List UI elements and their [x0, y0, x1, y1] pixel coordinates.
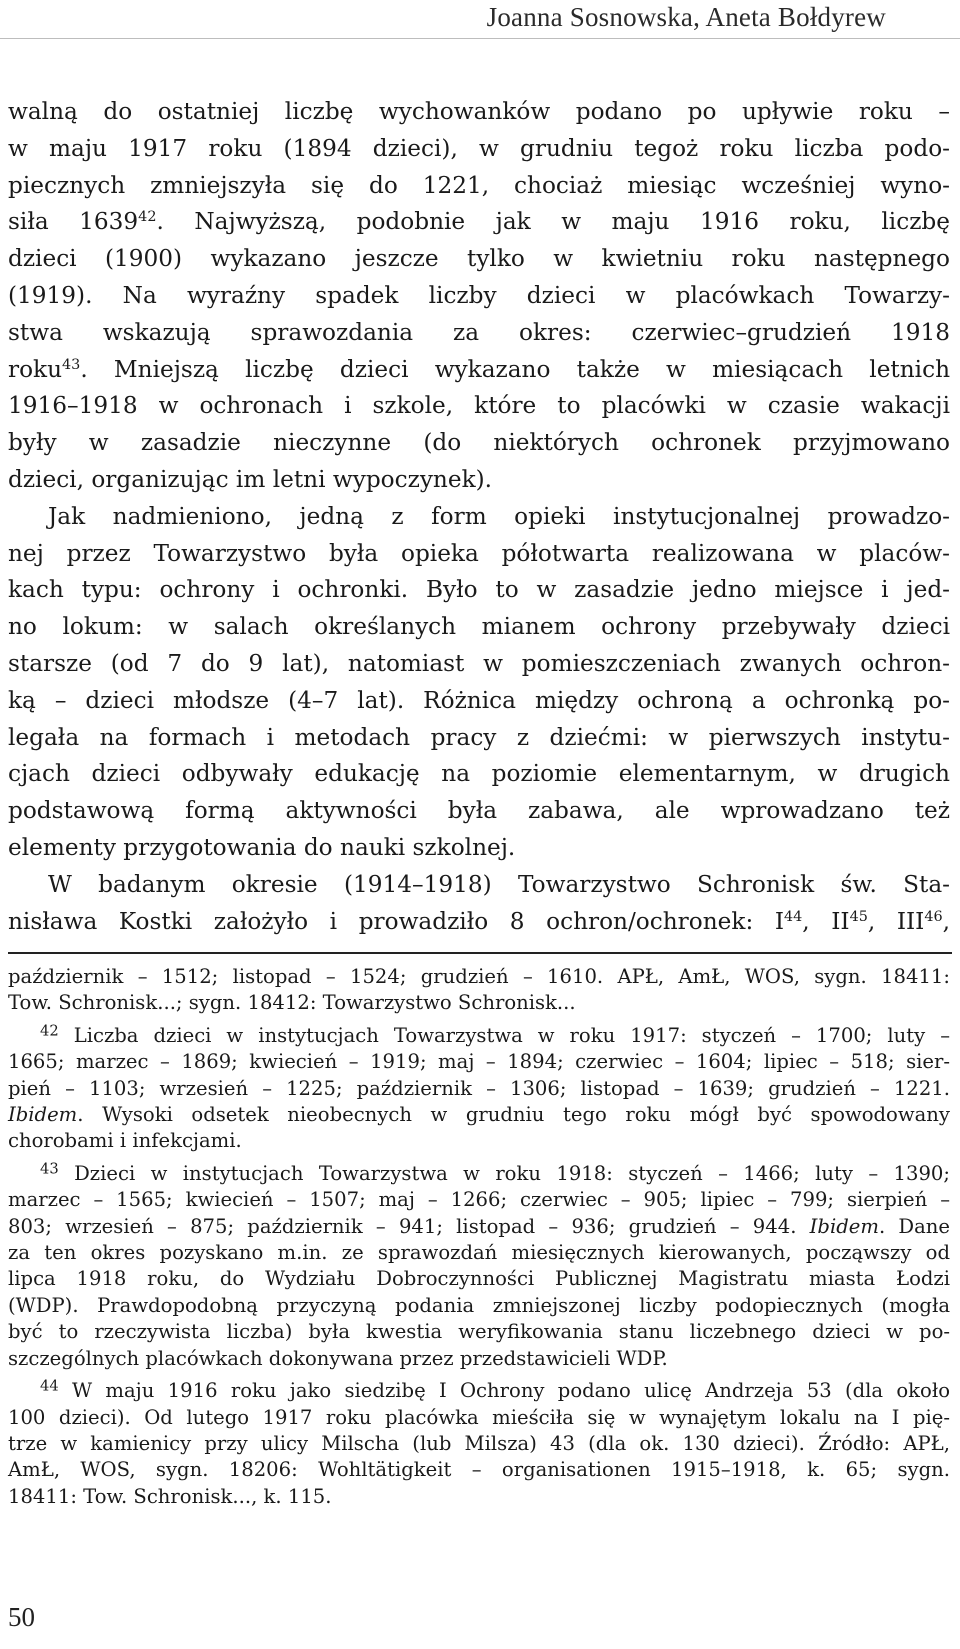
footnote-line: (WDP). Prawdopodobną przyczyną podania zmniejszonej liczby podopiecznych (mogła: [8, 1293, 950, 1317]
footnote-line: Ibidem. Wysoki odsetek nieobecnych w grudniu tego roku mógł być spowodowany: [8, 1103, 950, 1127]
text-line: (1919). Na wyraźny spadek liczby dzieci w placówkach Towarzy-: [8, 281, 950, 309]
text-line: nisława Kostki założyło i prowadziło 8 ochron/ochronek: $I^{44}$, II$^{45}$, III$^{46}$,: [8, 907, 950, 935]
text-line: W badanym okresie (1914–1918) Towarzystwo Schronisk św. Sta-: [48, 870, 950, 898]
footnote-line: marzec – 1565; kwiecień – 1507; maj – 1266; czerwiec – 905; lipiec – 799; sierpień –: [8, 1188, 950, 1212]
text-line: no lokum: w salach określanych mianem ochrony przebywały dzieci: [8, 613, 950, 641]
footnote-42: [8, 1023, 950, 1155]
text-line: nej przez Towarzystwo była opieka półotwarta realizowana w placów-: [8, 539, 950, 567]
footnote-line: październik – 1512; listopad – 1524; grudzień – 1610. APŁ, AmŁ, WOS, sygn. 18411:: [8, 965, 950, 988]
footnote-line: $^{44}$ W maju 1916 roku jako siedzibę I Ochrony podano ulicę Andrzeja 53 (dla około: [40, 1377, 950, 1403]
text-line: stwa wskazują sprawozdania za okres: czerwiec–grudzień 1918: [8, 318, 950, 346]
italic-ibidem: Ibidem: [809, 1214, 879, 1238]
running-header: Joanna Sosnowska, Aneta Bołdyrew: [486, 2, 886, 32]
header-rule: [0, 38, 960, 39]
text-line: elementy przygotowania do nauki szkolnej.: [8, 833, 516, 861]
text-line: 1916–1918 w ochronach i szkole, które to placówki w czasie wakacji: [8, 392, 950, 420]
text-line: piecznych zmniejszyła się do 1221, chociaż miesiąc wcześniej wyno-: [8, 171, 950, 199]
footnote-line: 1665; marzec – 1869; kwiecień – 1919; maj – 1894; czerwiec – 1604; lipiec – 518; sier-: [8, 1050, 950, 1074]
text-line: starsze (od 7 do 9 lat), natomiast w pomieszczeniach zwanych ochron-: [8, 649, 950, 677]
text-line: walną do ostatniej liczbę wychowanków podano po upływie roku –: [8, 98, 950, 125]
text-line: były w zasadzie nieczynne (do niektórych ochronek przyjmowano: [8, 429, 950, 457]
footnote-ref-44[interactable]: 44: [784, 908, 803, 925]
footnote-line: $^{43}$ Dzieci w instytucjach Towarzystwa w roku 1918: styczeń – 1466; luty – 1390;: [40, 1160, 950, 1185]
text-line: dzieci, organizując im letni wypoczynek).: [8, 465, 493, 493]
footnote-line: lipca 1918 roku, do Wydziału Dobroczynności Publicznej Magistratu miasta Łodzi: [8, 1267, 950, 1291]
footnote-line: pień – 1103; wrzesień – 1225; październik – 1306; listopad – 1639; grudzień – 1221.: [8, 1076, 950, 1100]
footnote-number: 42: [40, 1022, 59, 1040]
italic-ibidem: Ibidem: [8, 1103, 78, 1127]
footnote-continuation: [8, 964, 950, 1017]
footnote-separator: [8, 952, 952, 954]
main-text: [8, 94, 950, 940]
footnote-line: $^{42}$ Liczba dzieci w instytucjach Towarzystwa w roku 1917: styczeń – 1700; luty –: [40, 1022, 950, 1047]
footnote-44: [8, 1378, 950, 1510]
footnote-ref-45[interactable]: 45: [849, 908, 868, 925]
page-number: 50: [8, 1602, 35, 1632]
footnote-line: trze w kamienicy przy ulicy Milscha (lub Milsza) 43 (dla ok. 130 dzieci). Źródło: APŁ,: [8, 1431, 950, 1455]
footnote-line: 18411: Tow. Schronisk..., k. 115.: [8, 1484, 332, 1508]
paragraph-2: [8, 499, 950, 867]
paragraph-1: [8, 94, 950, 499]
text-line: siła 1639$^{42}$. Najwyższą, podobnie jak w maju 1916 roku, liczbę: [8, 208, 950, 236]
footnotes: [8, 964, 950, 1510]
footnote-43: [8, 1161, 950, 1372]
text-line: w maju 1917 roku (1894 dzieci), w grudniu tegoż roku liczba podo-: [8, 134, 950, 162]
footnote-number: 43: [40, 1160, 59, 1178]
footnote-line: AmŁ, WOS, sygn. 18206: Wohltätigkeit – organisationen 1915–1918, k. 65; sygn.: [8, 1458, 950, 1482]
text-line: kach typu: ochrony i ochronki. Było to w zasadzie jedno miejsce i jed-: [8, 576, 950, 604]
footnote-number: 44: [40, 1377, 59, 1395]
text-line: cjach dzieci odbywały edukację na poziomie elementarnym, w drugich: [8, 760, 950, 788]
footnote-line: za ten okres pozyskano m.in. ze sprawozdań miesięcznych kierowanych, począwszy od: [8, 1241, 950, 1265]
text-line: roku$^{43}$. Mniejszą liczbę dzieci wykazano także w miesiącach letnich: [8, 355, 950, 383]
text-line: ką – dzieci młodsze (4–7 lat). Różnica między ochroną a ochronką po-: [8, 686, 950, 714]
footnote-line: szczególnych placówkach dokonywana przez przedstawicieli WDP.: [8, 1346, 668, 1370]
text-line: podstawową formą aktywności była zabawa, ale wprowadzano też: [8, 797, 950, 825]
footnote-ref-46[interactable]: 46: [924, 908, 943, 925]
footnote-line: 100 dzieci). Od lutego 1917 roku placówka mieściła się w wynajętym lokalu na I pię-: [8, 1405, 950, 1429]
footnote-line: Tow. Schronisk...; sygn. 18412: Towarzystwo Schronisk...: [8, 991, 576, 1015]
paragraph-3: [8, 867, 950, 941]
footnote-line: być to rzeczywista liczba) była kwestia weryfikowania stanu liczebnego dzieci w po-: [8, 1320, 950, 1344]
text-line: legała na formach i metodach pracy z dziećmi: w pierwszych instytu-: [8, 723, 950, 751]
footnote-line: 803; wrzesień – 875; październik – 941; listopad – 936; grudzień – 944. Ibidem. Dane: [8, 1214, 950, 1238]
text-line: Jak nadmieniono, jedną z form opieki instytucjonalnej prowadzo-: [48, 502, 950, 530]
footnote-line: chorobami i infekcjami.: [8, 1129, 242, 1153]
footnote-ref-43[interactable]: 43: [62, 356, 81, 373]
footnote-ref-42[interactable]: 42: [138, 209, 157, 226]
text-line: dzieci (1900) wykazano jeszcze tylko w kwietniu roku następnego: [8, 245, 950, 273]
